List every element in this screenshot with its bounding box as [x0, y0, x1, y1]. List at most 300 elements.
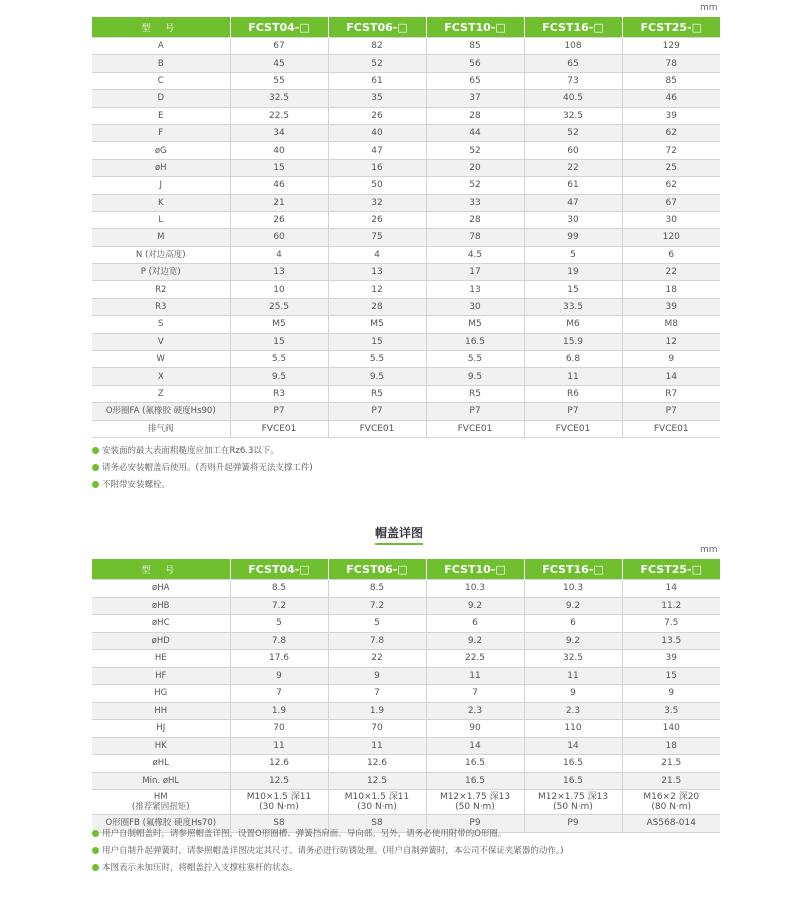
row-label: O形圈FA (氟橡胶 硬度Hs90) — [92, 403, 230, 420]
table-cell: 22.5 — [230, 107, 328, 124]
notes-2 — [92, 826, 563, 877]
table-cell: 45 — [230, 55, 328, 72]
table-row — [92, 580, 720, 598]
table-cell: FVCE01 — [426, 420, 524, 437]
table-row — [92, 177, 720, 194]
table-cell: 14 — [426, 737, 524, 755]
row-label: P (对边宽) — [92, 264, 230, 281]
table-cell: R5 — [426, 385, 524, 402]
table-cell: 40 — [328, 124, 426, 141]
table-cell: 9.5 — [328, 368, 426, 385]
note-text: 请务必安装帽盖后使用。(否则升起弹簧将无法支撑工件) — [102, 463, 313, 473]
table-cell: 82 — [328, 38, 426, 55]
row-label: HE — [92, 650, 230, 668]
table-cell: 6.8 — [524, 351, 622, 368]
table-row — [92, 351, 720, 368]
table-row — [92, 194, 720, 211]
table-cell: 21.5 — [622, 755, 720, 773]
bullet-icon — [92, 464, 99, 471]
table-cell: M5 — [426, 316, 524, 333]
table-row — [92, 720, 720, 738]
table-row — [92, 420, 720, 437]
table-cell: 16 — [328, 159, 426, 176]
table-cell: 28 — [328, 298, 426, 315]
table-cell-line: (30 N·m) — [259, 802, 299, 812]
note-item — [92, 826, 563, 843]
table-cell: M8 — [622, 316, 720, 333]
table-row — [92, 298, 720, 315]
note-item — [92, 860, 563, 877]
table-cell: 32 — [328, 194, 426, 211]
table-cell: FVCE01 — [622, 420, 720, 437]
bullet-icon — [92, 847, 99, 854]
bullet-icon — [92, 447, 99, 454]
table-cell: 26 — [328, 107, 426, 124]
table-cell: 40 — [230, 142, 328, 159]
header-model: 型 号 — [92, 17, 230, 38]
table-cell: 15 — [230, 333, 328, 350]
table-cell: 30 — [622, 211, 720, 228]
table-cell: 25.5 — [230, 298, 328, 315]
row-label: L — [92, 211, 230, 228]
table-cell: 47 — [328, 142, 426, 159]
table-cell: 13.5 — [622, 632, 720, 650]
table-row — [92, 72, 720, 89]
table-cell-line: M12×1.75 深13 — [439, 792, 511, 802]
table-cell: 18 — [622, 281, 720, 298]
table-cell: 10 — [230, 281, 328, 298]
note-item — [92, 843, 563, 860]
table-cell: R5 — [328, 385, 426, 402]
table-cell: 10.3 — [524, 580, 622, 598]
table-cell: 22.5 — [426, 650, 524, 668]
table-cell: 14 — [622, 580, 720, 598]
table-row — [92, 90, 720, 107]
bullet-icon — [92, 864, 99, 871]
header-model-3: FCST10-□ — [426, 559, 524, 580]
table-cell: 2.3 — [426, 702, 524, 720]
row-label: HF — [92, 667, 230, 685]
table-cell: 26 — [328, 211, 426, 228]
table-cell: FVCE01 — [328, 420, 426, 437]
table-cell: 72 — [622, 142, 720, 159]
table-cell — [426, 790, 524, 815]
table-cell: 15 — [622, 667, 720, 685]
table-cell: 11 — [426, 667, 524, 685]
table-header — [92, 559, 720, 580]
table-cell: 12.6 — [328, 755, 426, 773]
table-row — [92, 246, 720, 263]
table-cell: 14 — [524, 737, 622, 755]
header-model-1: FCST04-□ — [230, 559, 328, 580]
row-label: F — [92, 124, 230, 141]
row-label: øG — [92, 142, 230, 159]
table-cell: 30 — [524, 211, 622, 228]
row-label: HG — [92, 685, 230, 703]
table-cell: 11 — [524, 368, 622, 385]
row-label: N (对边高度) — [92, 246, 230, 263]
table-cell: 2.3 — [524, 702, 622, 720]
table-cell: 34 — [230, 124, 328, 141]
table-row — [92, 615, 720, 633]
table-cell: 33 — [426, 194, 524, 211]
table-cell: 6 — [622, 246, 720, 263]
row-label: øHL — [92, 755, 230, 773]
table-cell: 11.2 — [622, 597, 720, 615]
table-cell: 75 — [328, 229, 426, 246]
table-cell: 33.5 — [524, 298, 622, 315]
table-cell: 9.2 — [426, 597, 524, 615]
table-cell: S8 — [328, 815, 426, 833]
table-row — [92, 772, 720, 790]
row-label: HH — [92, 702, 230, 720]
table-cell: 108 — [524, 38, 622, 55]
row-label: M — [92, 229, 230, 246]
table-cell: 5 — [328, 615, 426, 633]
table-cell: 56 — [426, 55, 524, 72]
table-cell: 62 — [622, 177, 720, 194]
table-cell: 39 — [622, 650, 720, 668]
table-cell: 78 — [426, 229, 524, 246]
table-cell: 6 — [426, 615, 524, 633]
table-cell: 67 — [622, 194, 720, 211]
table-row — [92, 333, 720, 350]
notes-1 — [92, 443, 313, 494]
row-label: A — [92, 38, 230, 55]
table-cell: 85 — [426, 38, 524, 55]
table-cell: 73 — [524, 72, 622, 89]
table-cell: 1.9 — [328, 702, 426, 720]
table-cell: 12.6 — [230, 755, 328, 773]
table-cell: P7 — [426, 403, 524, 420]
table-row — [92, 124, 720, 141]
table-cell: 15 — [524, 281, 622, 298]
row-label-line: HM — [153, 792, 168, 802]
table-cell: 120 — [622, 229, 720, 246]
table-cell: 11 — [230, 737, 328, 755]
unit-label-2: mm — [700, 545, 718, 555]
table-cell — [524, 790, 622, 815]
row-label: HK — [92, 737, 230, 755]
table-row — [92, 650, 720, 668]
table-row — [92, 403, 720, 420]
table-cell-line: (50 N·m) — [455, 802, 495, 812]
table-cell: 3.5 — [622, 702, 720, 720]
table-cell-line: (30 N·m) — [357, 802, 397, 812]
table-cell: 50 — [328, 177, 426, 194]
note-text: 用户自制升起弹簧时，请参照帽盖详图决定其尺寸。请务必进行防锈处理。(用户自制弹簧时，本公司不保证夹紧器的动作。) — [102, 846, 564, 856]
row-label: V — [92, 333, 230, 350]
unit-label-1: mm — [700, 3, 718, 13]
table-cell: 37 — [426, 90, 524, 107]
table-cell — [622, 790, 720, 815]
table-cell: 60 — [524, 142, 622, 159]
table-cell: 8.5 — [230, 580, 328, 598]
table-row — [92, 667, 720, 685]
table-cell: 52 — [524, 124, 622, 141]
table-cell: 22 — [524, 159, 622, 176]
table-row — [92, 142, 720, 159]
row-label — [92, 790, 230, 815]
table-cell: 90 — [426, 720, 524, 738]
row-label-line: (推荐紧固扭矩) — [131, 802, 190, 812]
table-cell-line: M16×2 深20 — [643, 792, 700, 802]
table-row — [92, 38, 720, 55]
table-cell: P9 — [524, 815, 622, 833]
table-cell: 99 — [524, 229, 622, 246]
table-cell: 35 — [328, 90, 426, 107]
table-header — [92, 17, 720, 38]
table-row — [92, 159, 720, 176]
table-cell: 9 — [524, 685, 622, 703]
table-cell: 9 — [622, 685, 720, 703]
table-cell: FVCE01 — [230, 420, 328, 437]
table-cell: 40.5 — [524, 90, 622, 107]
table-cell: 4 — [230, 246, 328, 263]
table-cell: 129 — [622, 38, 720, 55]
table-cell: 22 — [328, 650, 426, 668]
row-label: D — [92, 90, 230, 107]
row-label: 排气阀 — [92, 420, 230, 437]
table-cell: 7.2 — [328, 597, 426, 615]
table-row — [92, 264, 720, 281]
table-cell: 13 — [230, 264, 328, 281]
table-cell: 4 — [328, 246, 426, 263]
table-cell-line: M10×1.5 深11 — [246, 792, 312, 802]
table-cell: P7 — [524, 403, 622, 420]
table-cell: 67 — [230, 38, 328, 55]
table-cell: 5.5 — [426, 351, 524, 368]
table-cell: 7 — [230, 685, 328, 703]
table-cell: 19 — [524, 264, 622, 281]
table-cell: P7 — [230, 403, 328, 420]
row-label: O形圈FB (氟橡胶 硬度Hs70) — [92, 815, 230, 833]
table-cell: AS568-014 — [622, 815, 720, 833]
table-cell: 9.5 — [426, 368, 524, 385]
table-cell: 17.6 — [230, 650, 328, 668]
table-row — [92, 702, 720, 720]
header-model-3: FCST10-□ — [426, 17, 524, 38]
table-cell: 16.5 — [426, 755, 524, 773]
table-cell: 47 — [524, 194, 622, 211]
note-text: 不附带安装螺栓。 — [102, 480, 171, 490]
table-cell: 18 — [622, 737, 720, 755]
table-cell: 52 — [328, 55, 426, 72]
row-label: B — [92, 55, 230, 72]
table-cell: M5 — [328, 316, 426, 333]
table-cell: M6 — [524, 316, 622, 333]
row-label: øHA — [92, 580, 230, 598]
table-cell: 46 — [622, 90, 720, 107]
note-text: 用户自制帽盖时，请参照帽盖详图，设置O形圈槽、弹簧挡肩面、导向部。另外，请务必使用附带的O形圈。 — [102, 829, 507, 839]
table-cell — [328, 790, 426, 815]
header-model-5: FCST25-□ — [622, 17, 720, 38]
table-cell: 12 — [622, 333, 720, 350]
table-row — [92, 755, 720, 773]
table-cell: FVCE01 — [524, 420, 622, 437]
table-cell: 11 — [328, 737, 426, 755]
table-cell: 70 — [230, 720, 328, 738]
table-cell: 8.5 — [328, 580, 426, 598]
row-label: W — [92, 351, 230, 368]
table-cell: 7 — [328, 685, 426, 703]
table-cell: 22 — [622, 264, 720, 281]
note-item — [92, 477, 313, 494]
table-cell: 9 — [328, 667, 426, 685]
table-cell: 1.9 — [230, 702, 328, 720]
table-cell: 52 — [426, 142, 524, 159]
row-label: HJ — [92, 720, 230, 738]
table-cell: 62 — [622, 124, 720, 141]
table-cell: 46 — [230, 177, 328, 194]
note-item — [92, 460, 313, 477]
bullet-icon — [92, 481, 99, 488]
row-label: øHB — [92, 597, 230, 615]
table-cell: 6 — [524, 615, 622, 633]
table-cell: 21 — [230, 194, 328, 211]
table-cell: 110 — [524, 720, 622, 738]
table-cell: M5 — [230, 316, 328, 333]
table-cell: 9 — [230, 667, 328, 685]
table-cell: R3 — [230, 385, 328, 402]
table-cell: 5 — [524, 246, 622, 263]
table-cell: 7.5 — [622, 615, 720, 633]
table-cell: 55 — [230, 72, 328, 89]
table-row — [92, 229, 720, 246]
header-model-2: FCST06-□ — [328, 559, 426, 580]
row-label: Min. øHL — [92, 772, 230, 790]
table-cell: 9.2 — [524, 597, 622, 615]
row-label: R3 — [92, 298, 230, 315]
table-cell: 39 — [622, 298, 720, 315]
row-label: øH — [92, 159, 230, 176]
table-cell: P7 — [622, 403, 720, 420]
table-cell — [230, 790, 328, 815]
table-cell: 85 — [622, 72, 720, 89]
table-cell: R6 — [524, 385, 622, 402]
table-cell-line: (80 N·m) — [651, 802, 692, 812]
table-cell: 13 — [328, 264, 426, 281]
table-cell: 12.5 — [230, 772, 328, 790]
table-cell: 7.8 — [230, 632, 328, 650]
table-row — [92, 316, 720, 333]
table-row — [92, 55, 720, 72]
table-cell: 4.5 — [426, 246, 524, 263]
table-cell: 30 — [426, 298, 524, 315]
table-cell: 7 — [426, 685, 524, 703]
table-cell: 25 — [622, 159, 720, 176]
table-cell: R7 — [622, 385, 720, 402]
section-title-cap-detail: 帽盖详图 — [375, 524, 423, 545]
header-model-5: FCST25-□ — [622, 559, 720, 580]
table-cell: 5.5 — [328, 351, 426, 368]
table-cell: 60 — [230, 229, 328, 246]
table-cell: 5 — [230, 615, 328, 633]
table-row — [92, 281, 720, 298]
row-label: Z — [92, 385, 230, 402]
table-cell: 61 — [328, 72, 426, 89]
header-model-2: FCST06-□ — [328, 17, 426, 38]
row-label: X — [92, 368, 230, 385]
row-label: C — [92, 72, 230, 89]
table-cell: 28 — [426, 107, 524, 124]
table-row — [92, 211, 720, 228]
table-cell: 9.2 — [426, 632, 524, 650]
table-row — [92, 368, 720, 385]
note-text: 安装面的最大表面粗糙度应加工在Rz6.3以下。 — [102, 446, 279, 456]
table-cell: 32.5 — [524, 107, 622, 124]
table-cell: 20 — [426, 159, 524, 176]
row-label: S — [92, 316, 230, 333]
table-cell: 78 — [622, 55, 720, 72]
table-cell: 9.2 — [524, 632, 622, 650]
table-cell: 44 — [426, 124, 524, 141]
table-cell-line: M10×1.5 深11 — [344, 792, 410, 802]
table-cell: 39 — [622, 107, 720, 124]
table-row — [92, 597, 720, 615]
row-label: K — [92, 194, 230, 211]
table-cell: 61 — [524, 177, 622, 194]
row-label: øHC — [92, 615, 230, 633]
table-cell: 15.9 — [524, 333, 622, 350]
table-cell: S8 — [230, 815, 328, 833]
table-row — [92, 685, 720, 703]
table-row — [92, 632, 720, 650]
table-cell: 32.5 — [230, 90, 328, 107]
table-cell: 9 — [622, 351, 720, 368]
table-row-hm — [92, 790, 720, 815]
row-label: øHD — [92, 632, 230, 650]
table-cell: 15 — [328, 333, 426, 350]
table-cell: 7.8 — [328, 632, 426, 650]
table-cell: 17 — [426, 264, 524, 281]
row-label: E — [92, 107, 230, 124]
table-cell: 16.5 — [524, 755, 622, 773]
table-row — [92, 737, 720, 755]
header-model-4: FCST16-□ — [524, 559, 622, 580]
table-cell: 15 — [230, 159, 328, 176]
table-row — [92, 385, 720, 402]
table-cell: 65 — [524, 55, 622, 72]
table-cell: 11 — [524, 667, 622, 685]
table-cell: 26 — [230, 211, 328, 228]
table-cell: 70 — [328, 720, 426, 738]
table-cell: 12.5 — [328, 772, 426, 790]
table-cell-line: (50 N·m) — [553, 802, 593, 812]
table-cell: P7 — [328, 403, 426, 420]
spec-table-2 — [92, 559, 720, 833]
header-model-4: FCST16-□ — [524, 17, 622, 38]
row-label: J — [92, 177, 230, 194]
table-cell-line: M12×1.75 深13 — [537, 792, 609, 802]
table-cell: 32.5 — [524, 650, 622, 668]
spec-table-1 — [92, 17, 720, 438]
header-model-1: FCST04-□ — [230, 17, 328, 38]
table-cell: 12 — [328, 281, 426, 298]
table-cell: 14 — [622, 368, 720, 385]
table-cell: 5.5 — [230, 351, 328, 368]
table-cell: 21.5 — [622, 772, 720, 790]
header-model: 型 号 — [92, 559, 230, 580]
table-row — [92, 107, 720, 124]
table-cell: 16.5 — [426, 772, 524, 790]
row-label: R2 — [92, 281, 230, 298]
table-cell: 9.5 — [230, 368, 328, 385]
table-cell: 28 — [426, 211, 524, 228]
table-cell: 13 — [426, 281, 524, 298]
bullet-icon — [92, 830, 99, 837]
table-cell: 10.3 — [426, 580, 524, 598]
